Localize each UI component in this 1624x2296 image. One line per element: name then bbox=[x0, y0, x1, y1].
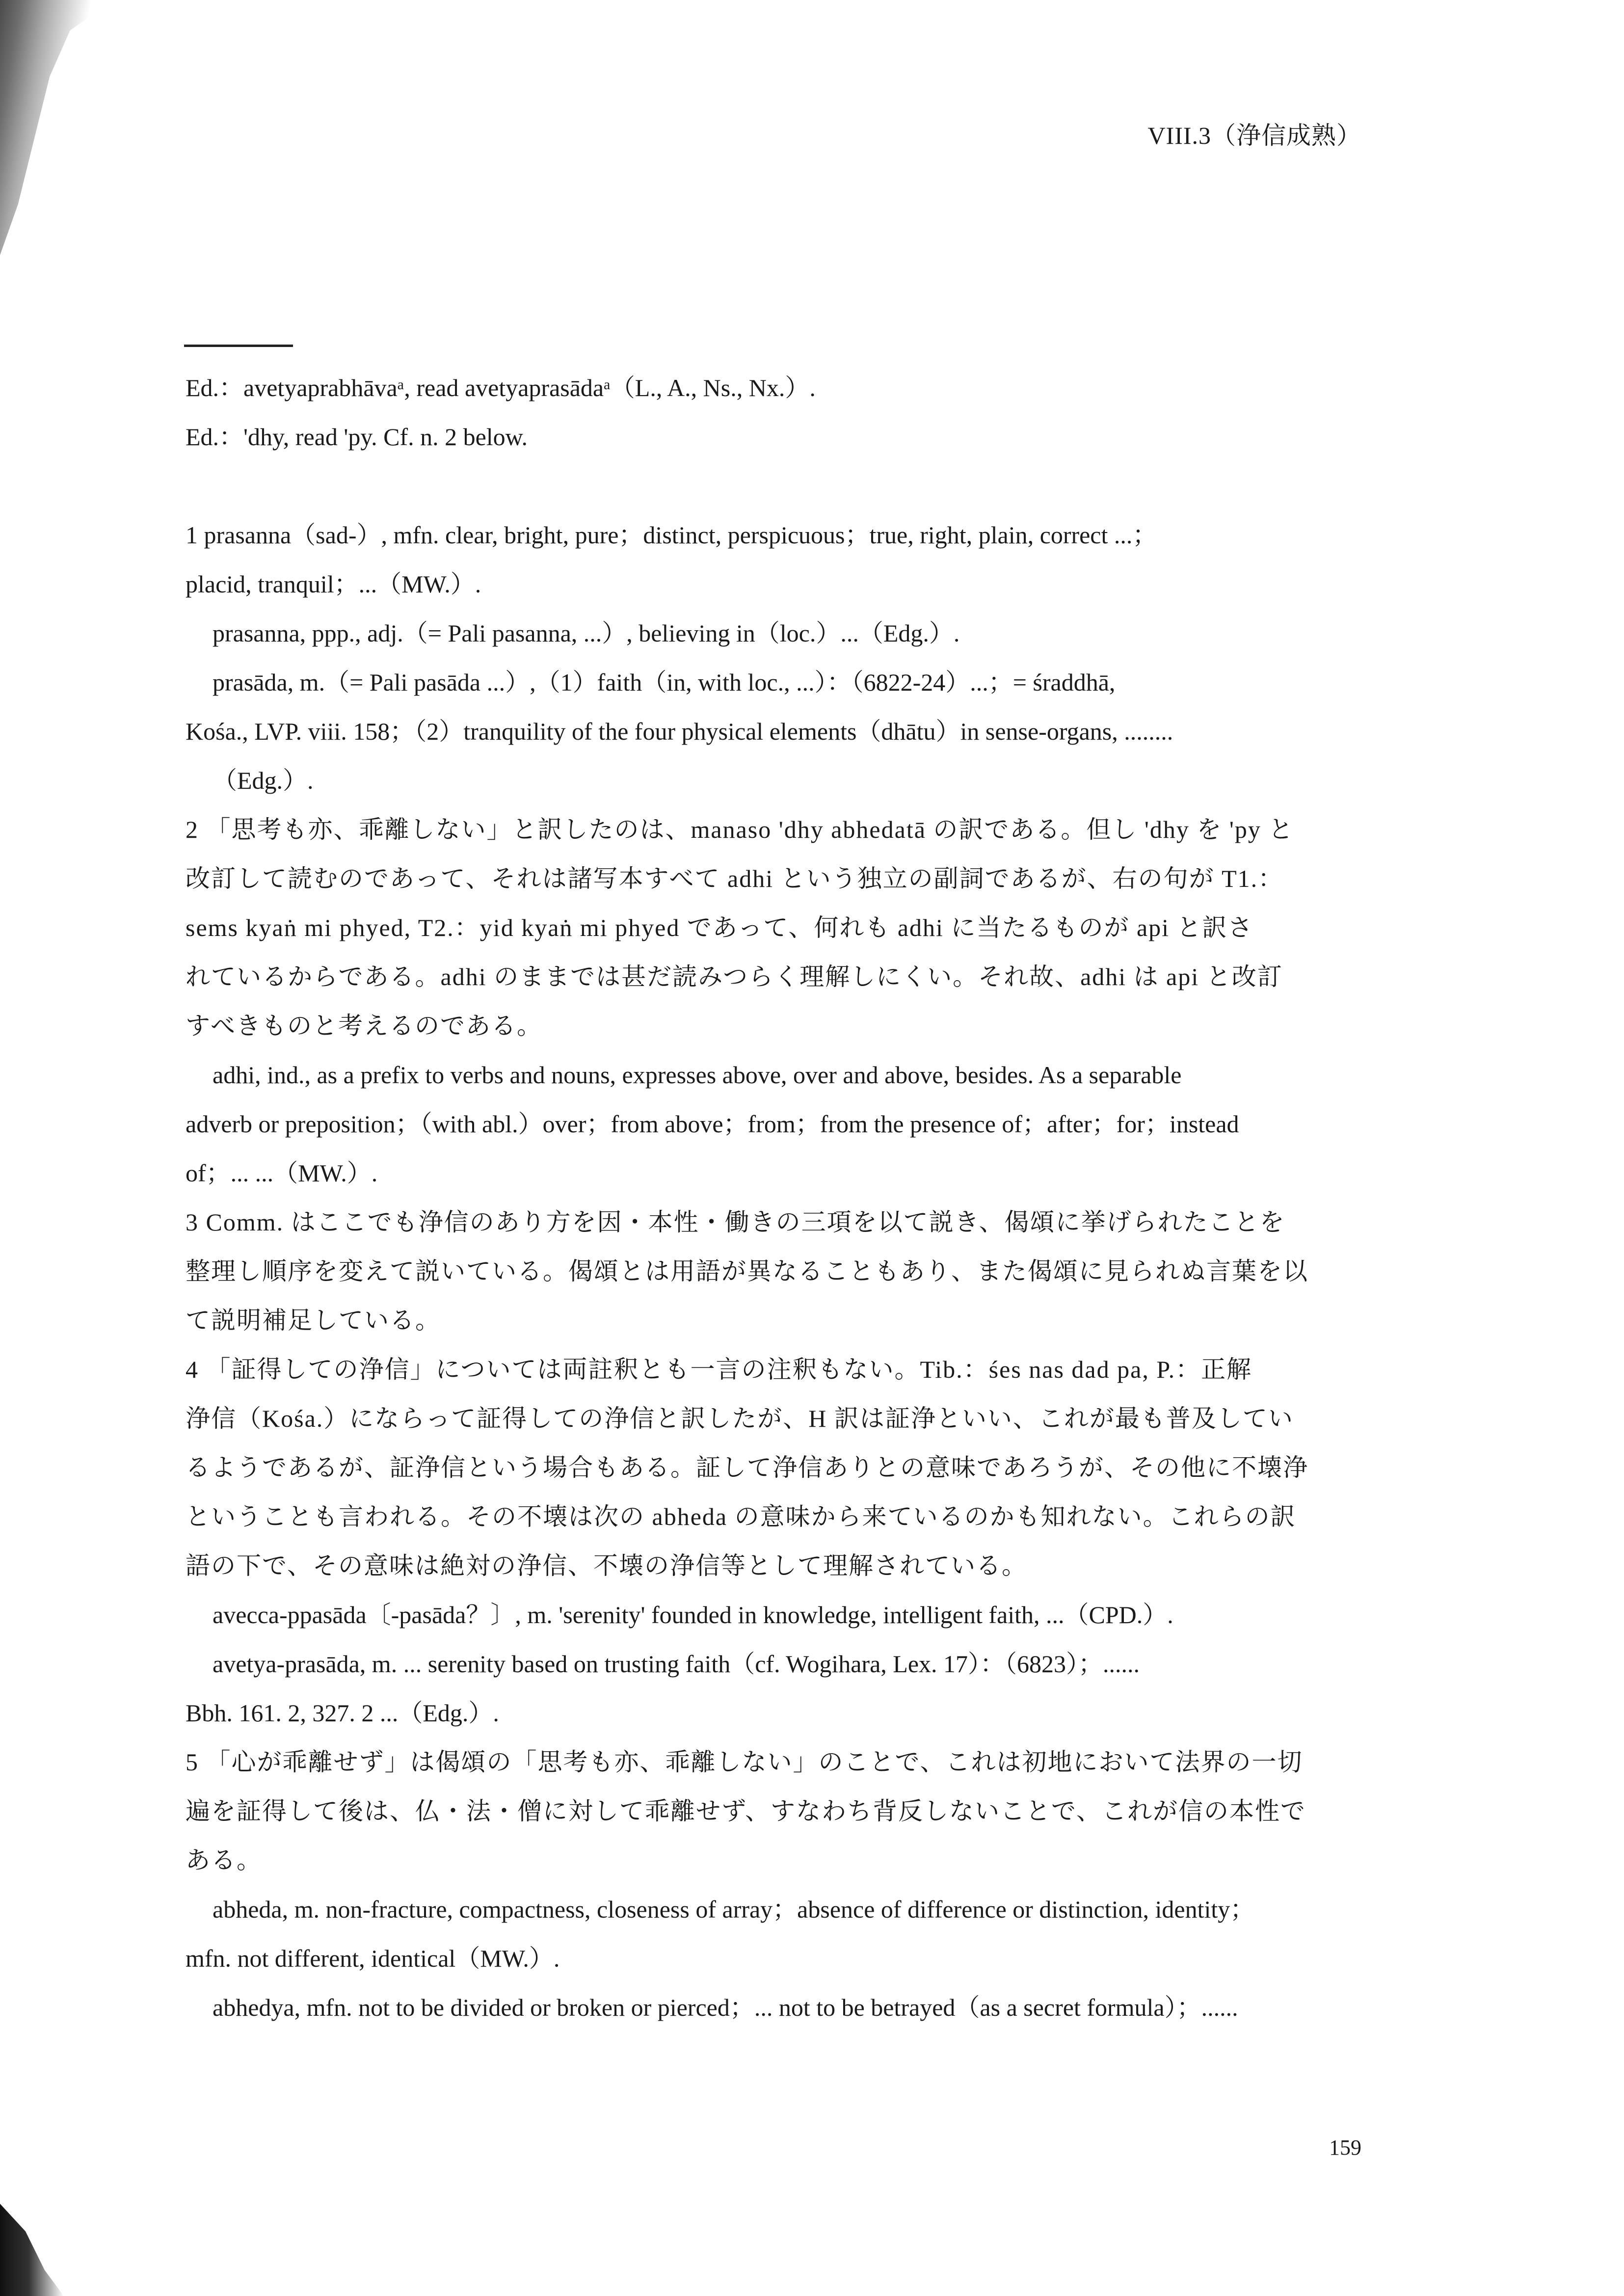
note-line: avetya-prasāda, m. ... serenity based on trusting faith（cf. Wogihara, Lex. 17）：（6823）；...... bbox=[213, 1650, 1140, 1678]
scan-shadow-bottom-left bbox=[0, 2204, 64, 2296]
note-line: Bbh. 161. 2, 327. 2 ...（Edg.）. bbox=[186, 1699, 499, 1727]
note-4-quote-1 bbox=[186, 1590, 1363, 1639]
note-1-quote-2 bbox=[186, 658, 1363, 805]
textual-note-b: Ed.：'dhy, read 'py. Cf. n. 2 below. bbox=[186, 423, 528, 451]
note-1-quote-1 bbox=[186, 609, 1363, 658]
note-line: abhedya, mfn. not to be divided or broken or pierced；... not to be betrayed（as a secret formula）；...... bbox=[213, 1994, 1238, 2021]
note-3 bbox=[186, 1198, 1363, 1345]
note-line: avecca-ppasāda〔-pasāda？〕, m. 'serenity' founded in knowledge, intelligent faith, ...（CPD.）. bbox=[213, 1601, 1173, 1629]
note-line: ある。 bbox=[186, 1846, 262, 1874]
note-line: （Edg.）. bbox=[213, 767, 314, 794]
note-line: mfn. not different, identical（MW.）. bbox=[186, 1945, 560, 1972]
note-2-quote-1 bbox=[186, 1050, 1363, 1198]
footnote-rule bbox=[184, 345, 293, 347]
note-line: prasanna, ppp., adj.（= Pali pasanna, ...）, believing in（loc.）...（Edg.）. bbox=[213, 619, 960, 647]
running-header: VIII.3（浄信成熟） bbox=[1147, 122, 1361, 149]
note-line: Kośa., LVP. viii. 158；（2）tranquility of the four physical elements（dhātu）in sense-organs, ........ bbox=[186, 718, 1173, 745]
page-number: 159 bbox=[1329, 2136, 1361, 2160]
note-2 bbox=[186, 805, 1363, 1050]
note-1 bbox=[186, 510, 1363, 609]
note-line: of；... ...（MW.）. bbox=[186, 1159, 378, 1187]
note-line: 4 「証得しての浄信」については両註釈とも一言の注釈もない。Tib.：śes nas dad pa, P.：正解 bbox=[186, 1356, 1252, 1383]
note-5 bbox=[186, 1737, 1363, 1885]
note-line: ということも言われる。その不壊は次の abheda の意味から来ているのかも知れない。これらの訳 bbox=[186, 1503, 1296, 1530]
note-line: 1 prasanna（sad-）, mfn. clear, bright, pure；distinct, perspicuous；true, right, plain, correct ...； bbox=[186, 521, 1157, 549]
note-line: 3 Comm. はここでも浄信のあり方を因・本性・働きの三項を以て説き、偈頌に挙げられたことを bbox=[186, 1208, 1285, 1236]
note-line: abheda, m. non-fracture, compactness, closeness of array；absence of difference or distinction, identity； bbox=[213, 1896, 1255, 1923]
note-line: adhi, ind., as a prefix to verbs and nouns, expresses above, over and above, besides. As a separable bbox=[213, 1061, 1182, 1089]
note-line: prasāda, m.（= Pali pasāda ...）,（1）faith（in, with loc., ...）：（6822-24）...；= śraddhā, bbox=[213, 668, 1116, 696]
note-5-quote-2 bbox=[186, 1983, 1363, 2032]
note-line: 浄信（Kośa.）にならって証得しての浄信と訳したが、H 訳は証浄といい、これが最も普及してい bbox=[186, 1405, 1294, 1432]
note-line: sems kyaṅ mi phyed, T2.：yid kyaṅ mi phyed であって、何れも adhi に当たるものが api と訳さ bbox=[186, 914, 1253, 941]
note-line: 整理し順序を変えて説いている。偈頌とは用語が異なることもあり、また偈頌に見られぬ言葉を以 bbox=[186, 1257, 1308, 1285]
note-line: 改訂して読むのであって、それは諸写本すべて adhi という独立の副詞であるが、右の句が T1.： bbox=[186, 865, 1284, 892]
note-line: すべきものと考えるのである。 bbox=[186, 1012, 542, 1040]
note-line: placid, tranquil；...（MW.）. bbox=[186, 570, 481, 598]
page-body bbox=[186, 363, 1363, 2032]
scan-shadow-top-left bbox=[0, 0, 113, 255]
note-4 bbox=[186, 1345, 1363, 1590]
note-4-quote-2 bbox=[186, 1639, 1363, 1737]
note-line: 2 「思考も亦、乖離しない」と訳したのは、manaso 'dhy abhedatā の訳である。但し 'dhy を 'py と bbox=[186, 816, 1294, 843]
note-line: adverb or preposition；（with abl.）over；from above；from；from the presence of；after；for；instead bbox=[186, 1110, 1239, 1138]
note-line: 5 「心が乖離せず」は偈頌の「思考も亦、乖離しない」のことで、これは初地において法界の一切 bbox=[186, 1748, 1303, 1776]
spacer bbox=[186, 461, 1363, 510]
note-line: るようであるが、証浄信という場合もある。証して浄信ありとの意味であろうが、その他に不壊浄 bbox=[186, 1454, 1308, 1481]
note-line: れているからである。adhi のままでは甚だ読みつらく理解しにくい。それ故、adhi は api と改訂 bbox=[186, 963, 1283, 990]
note-line: 遍を証得して後は、仏・法・僧に対して乖離せず、すなわち背反しないことで、これが信の本性で bbox=[186, 1797, 1306, 1825]
note-line: て説明補足している。 bbox=[186, 1307, 441, 1334]
note-line: 語の下で、その意味は絶対の浄信、不壊の浄信等として理解されている。 bbox=[186, 1552, 1027, 1579]
textual-note-a: Ed.：avetyaprabhāvaᵃ, read avetyaprasādaᵃ（L., A., Ns., Nx.）. bbox=[186, 374, 816, 401]
note-5-quote-1 bbox=[186, 1885, 1363, 1983]
